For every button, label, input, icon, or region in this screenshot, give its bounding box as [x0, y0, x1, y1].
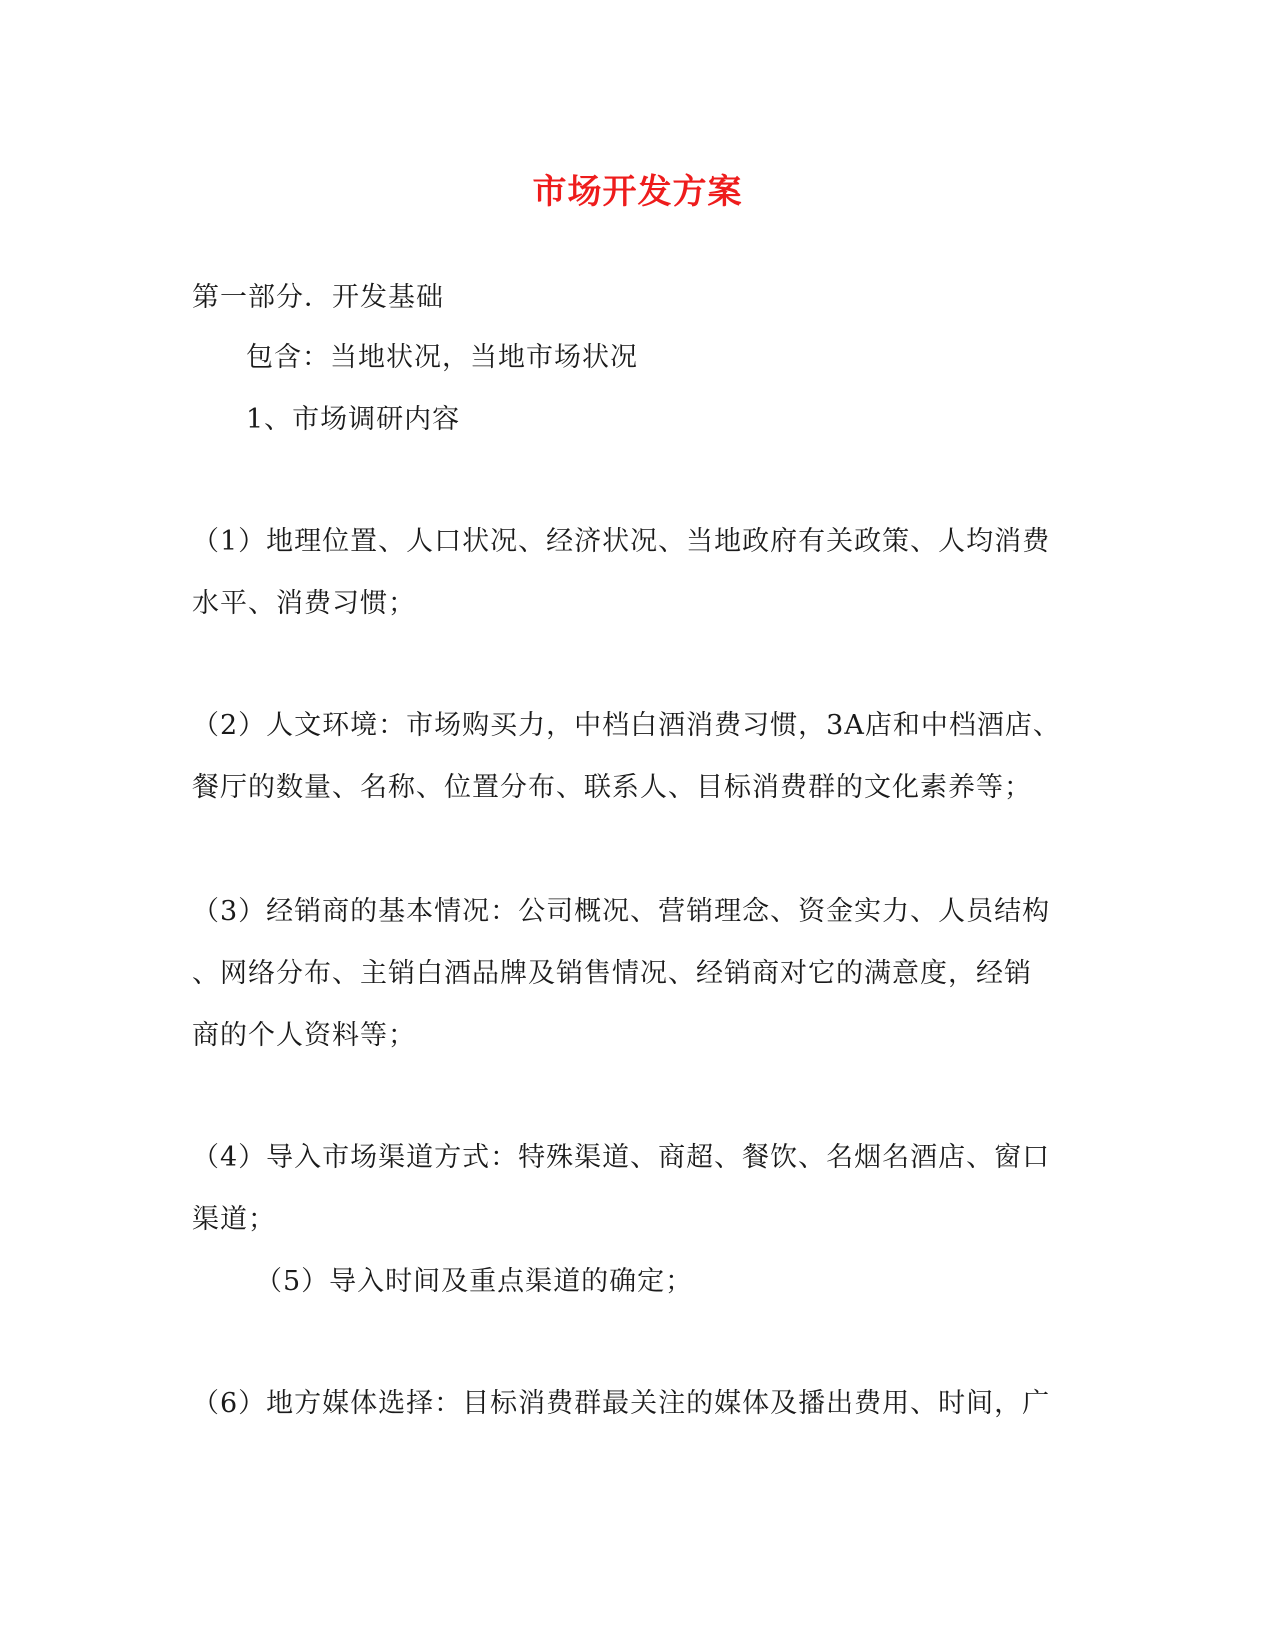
item3-line1: （3）经销商的基本情况：公司概况、营销理念、资金实力、人员结构	[192, 896, 1051, 927]
document-title: 市场开发方案	[532, 172, 743, 212]
part1-heading: 第一部分．开发基础	[192, 282, 444, 313]
item1-line2: 水平、消费习惯；	[192, 588, 416, 619]
item3-line2: 、网络分布、主销白酒品牌及销售情况、经销商对它的满意度，经销	[192, 958, 1032, 989]
item2-line1: （2）人文环境：市场购买力，中档白酒消费习惯，3A店和中档酒店、	[192, 710, 1061, 741]
item6-line1: （6）地方媒体选择：目标消费群最关注的媒体及播出费用、时间，广	[192, 1388, 1051, 1419]
item4-line1: （4）导入市场渠道方式：特殊渠道、商超、餐饮、名烟名酒店、窗口	[192, 1142, 1051, 1173]
item5-line: （5）导入时间及重点渠道的确定；	[255, 1266, 694, 1297]
item1-line1: （1）地理位置、人口状况、经济状况、当地政府有关政策、人均消费	[192, 526, 1051, 557]
includes-line: 包含：当地状况，当地市场状况	[246, 342, 638, 373]
item4-line2: 渠道；	[192, 1204, 276, 1235]
item3-line3: 商的个人资料等；	[192, 1020, 416, 1051]
item2-line2: 餐厅的数量、名称、位置分布、联系人、目标消费群的文化素养等；	[192, 772, 1032, 803]
section1-heading: 1、市场调研内容	[246, 404, 461, 435]
